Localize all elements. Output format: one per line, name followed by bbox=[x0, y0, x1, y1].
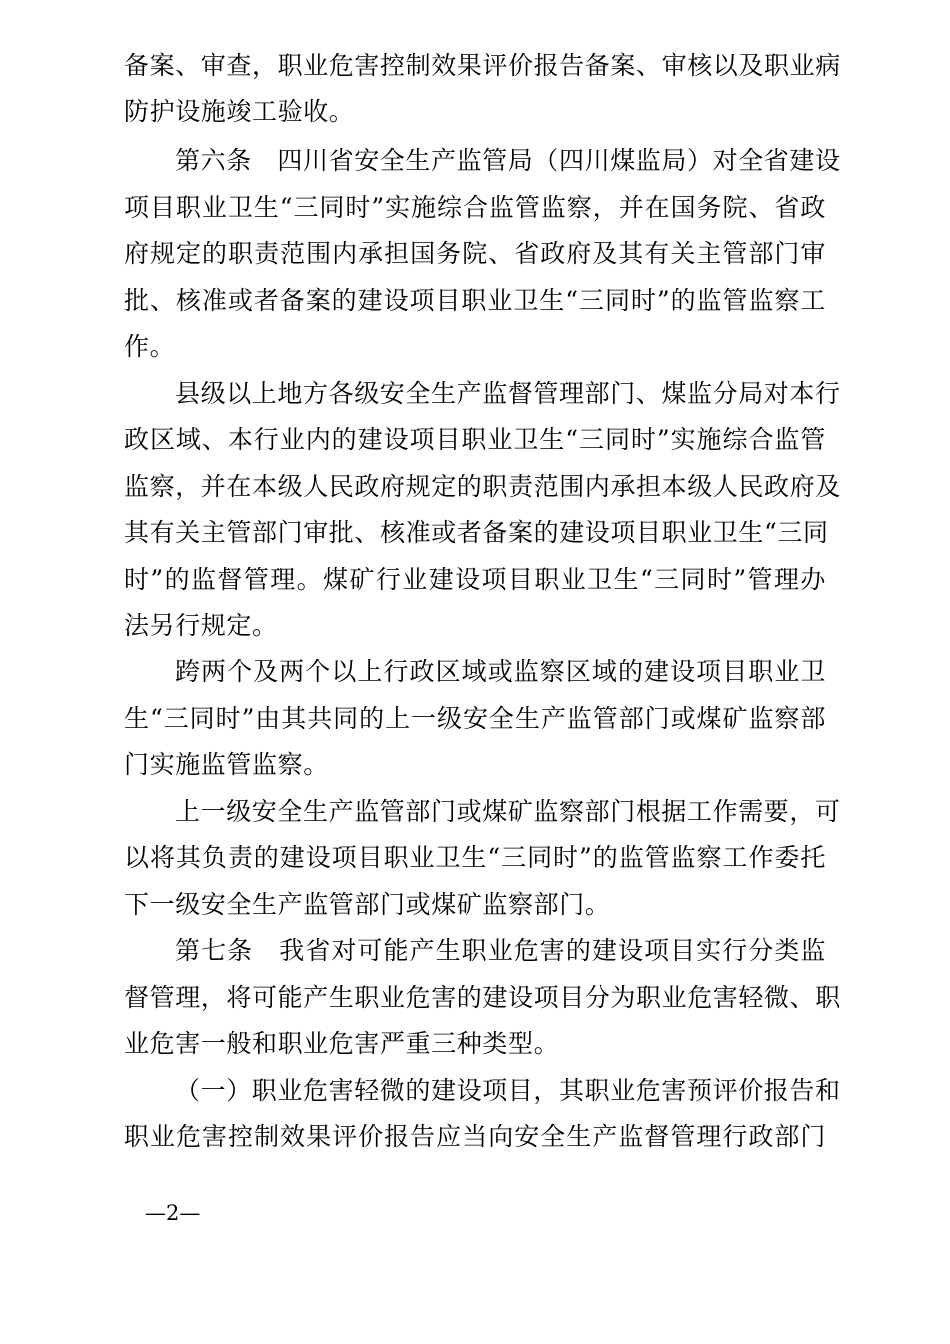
text-line-7: 作。 bbox=[124, 332, 176, 361]
text-line-8: 县级以上地方各级安全生产监督管理部门、煤监分局对本行 bbox=[175, 379, 841, 408]
text-line-6: 批、核准或者备案的建设项目职业卫生“三同时”的监管监察工 bbox=[124, 286, 826, 315]
text-line-17: 上一级安全生产监管部门或煤矿监察部门根据工作需要，可 bbox=[175, 797, 841, 826]
text-line-14: 跨两个及两个以上行政区域或监察区域的建设项目职业卫 bbox=[175, 657, 826, 686]
article-7-heading-line: 第七条 我省对可能产生职业危害的建设项目实行分类监 bbox=[175, 936, 826, 965]
text-line-1: 备案、审查，职业危害控制效果评价报告备案、审核以及职业病 bbox=[124, 51, 841, 80]
text-line-10: 监察，并在本级人民政府规定的职责范围内承担本级人民政府及 bbox=[124, 472, 841, 501]
text-line-13: 法另行规定。 bbox=[124, 611, 278, 640]
text-line-24: 职业危害控制效果评价报告应当向安全生产监督管理行政部门 bbox=[124, 1122, 826, 1151]
text-line-23: （一）职业危害轻微的建设项目，其职业危害预评价报告和 bbox=[175, 1076, 841, 1105]
text-line-5: 府规定的职责范围内承担国务院、省政府及其有关主管部门审 bbox=[124, 239, 826, 268]
text-line-15: 生“三同时”由其共同的上一级安全生产监管部门或煤矿监察部 bbox=[124, 704, 826, 733]
text-line-9: 政区域、本行业内的建设项目职业卫生“三同时”实施综合监管 bbox=[124, 425, 826, 454]
text-line-12: 时”的监督管理。煤矿行业建设项目职业卫生“三同时”管理办 bbox=[124, 565, 826, 594]
text-line-11: 其有关主管部门审批、核准或者备案的建设项目职业卫生“三同 bbox=[124, 518, 829, 547]
text-line-2: 防护设施竣工验收。 bbox=[124, 97, 355, 126]
text-line-19: 下一级安全生产监管部门或煤矿监察部门。 bbox=[124, 890, 611, 919]
text-line-4: 项目职业卫生“三同时”实施综合监管监察，并在国务院、省政 bbox=[124, 193, 826, 222]
page-number: —2— bbox=[145, 1201, 201, 1225]
text-line-16: 门实施监管监察。 bbox=[124, 750, 329, 779]
text-line-22: 业危害一般和职业危害严重三种类型。 bbox=[124, 1029, 560, 1058]
text-line-18: 以将其负责的建设项目职业卫生“三同时”的监管监察工作委托 bbox=[124, 843, 826, 872]
text-line-21: 督管理，将可能产生职业危害的建设项目分为职业危害轻微、职 bbox=[124, 983, 841, 1012]
article-6-heading-line: 第六条 四川省安全生产监管局（四川煤监局）对全省建设 bbox=[175, 146, 841, 175]
